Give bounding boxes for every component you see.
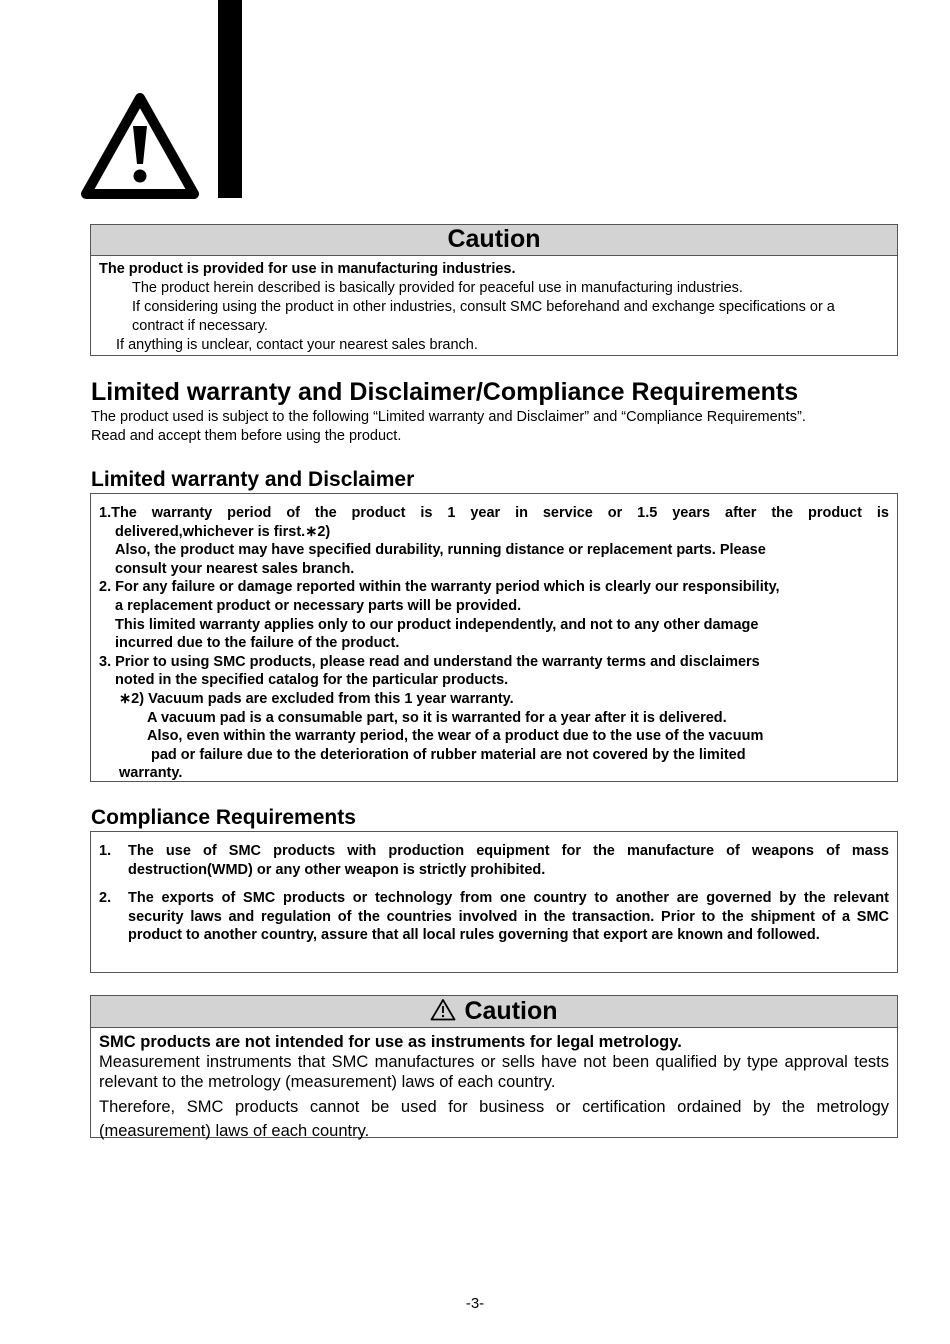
warning-triangle-icon	[430, 998, 456, 1021]
margin-bar	[218, 0, 242, 198]
intro-text	[91, 408, 806, 446]
warranty-word: 1.5	[637, 505, 658, 521]
warranty-line: 3. Prior to using SMC products, please read and understand the warranty terms and disclaimers	[99, 653, 760, 670]
metrology-caution-header	[91, 996, 897, 1028]
compliance-item-number: 2.	[99, 890, 112, 906]
caution-text: The product herein described is basically provided for peaceful use in manufacturing industries.	[132, 280, 743, 296]
warning-triangle-icon	[80, 92, 200, 200]
warranty-heading: Limited warranty and Disclaimer	[91, 468, 415, 491]
caution-box	[90, 224, 898, 356]
caution-lead: The product is provided for use in manufacturing industries.	[99, 261, 516, 277]
compliance-item-number: 1.	[99, 843, 112, 859]
compliance-item-text: The use of SMC products with production equipment for the manufacture of weapons of mass destruction(WMD) or any other weapon is strictly prohibited.	[128, 843, 889, 878]
caution-title: Caution	[91, 225, 897, 256]
warranty-word: year	[470, 505, 501, 521]
warranty-word: or	[607, 505, 623, 521]
warranty-line: Also, even within the warranty period, the wear of a product due to the use of the vacuum	[147, 728, 764, 745]
metrology-lead: SMC products are not intended for use as instruments for legal metrology.	[99, 1033, 682, 1051]
warranty-line: ∗2) Vacuum pads are excluded from this 1 year warranty.	[119, 690, 514, 707]
compliance-box	[90, 831, 898, 973]
warranty-line: warranty.	[119, 765, 183, 782]
warranty-word: of	[286, 505, 300, 521]
caution-text: If considering using the product in other industries, consult SMC beforehand and exchange specifications or a contract if necessary.	[132, 299, 835, 334]
page-number: -3-	[465, 1295, 485, 1312]
warranty-word: product	[807, 505, 862, 521]
compliance-item-text: The exports of SMC products or technology from one country to another are governed by the relevant security laws and regulation of the countries involved in the transaction. Prior to the shipment of a SMC product to another country, assure that all local rules governing that export are known and followed.	[128, 890, 889, 943]
warranty-word: in	[515, 505, 528, 521]
warranty-word: is	[420, 505, 433, 521]
warranty-word: years	[672, 505, 711, 521]
warranty-word: is	[876, 505, 889, 521]
compliance-item	[99, 889, 889, 945]
warranty-word: service	[542, 505, 593, 521]
warranty-line: A vacuum pad is a consumable part, so it is warranted for a year after it is delivered.	[147, 709, 727, 726]
warranty-line: a replacement product or necessary parts will be provided.	[115, 597, 522, 614]
warranty-box	[90, 493, 898, 782]
warranty-word: after	[725, 505, 757, 521]
intro-line: The product used is subject to the following “Limited warranty and Disclaimer” and “Compliance Requirements”.	[91, 409, 806, 425]
warranty-word: period	[227, 505, 272, 521]
warranty-line: Also, the product may have specified durability, running distance or replacement parts. Please	[115, 542, 766, 559]
intro-line: Read and accept them before using the product.	[91, 428, 402, 444]
metrology-text: Therefore, SMC products cannot be used for business or certification ordained by the metrology (measurement) laws of each country.	[99, 1098, 889, 1140]
warranty-word: product	[351, 505, 406, 521]
metrology-caution-title: Caution	[464, 997, 558, 1025]
metrology-caution-box	[90, 995, 898, 1138]
warranty-line	[99, 504, 889, 523]
warranty-line: noted in the specified catalog for the particular products.	[115, 672, 509, 689]
warranty-word: the	[314, 505, 337, 521]
warranty-line: delivered,whichever is first.∗2)	[115, 523, 331, 540]
compliance-heading: Compliance Requirements	[91, 806, 356, 829]
warranty-line: 2. For any failure or damage reported within the warranty period which is clearly our responsibility,	[99, 579, 780, 596]
warranty-line: This limited warranty applies only to our product independently, and not to any other damage	[115, 616, 759, 633]
warranty-word: 1	[447, 505, 456, 521]
warranty-line: consult your nearest sales branch.	[115, 560, 355, 577]
warranty-word: the	[771, 505, 794, 521]
page-title: Limited warranty and Disclaimer/Compliance Requirements	[91, 378, 799, 406]
warranty-word: warranty	[151, 505, 213, 521]
metrology-text: Measurement instruments that SMC manufactures or sells have not been qualified by type approval tests relevant to the metrology (measurement) laws of each country.	[99, 1053, 889, 1091]
warranty-line: incurred due to the failure of the product.	[115, 635, 400, 652]
warranty-word: 1.The	[99, 505, 137, 521]
warranty-line: pad or failure due to the deterioration of rubber material are not covered by the limited	[151, 746, 746, 763]
compliance-item	[99, 842, 889, 879]
caution-text: If anything is unclear, contact your nearest sales branch.	[116, 337, 478, 353]
